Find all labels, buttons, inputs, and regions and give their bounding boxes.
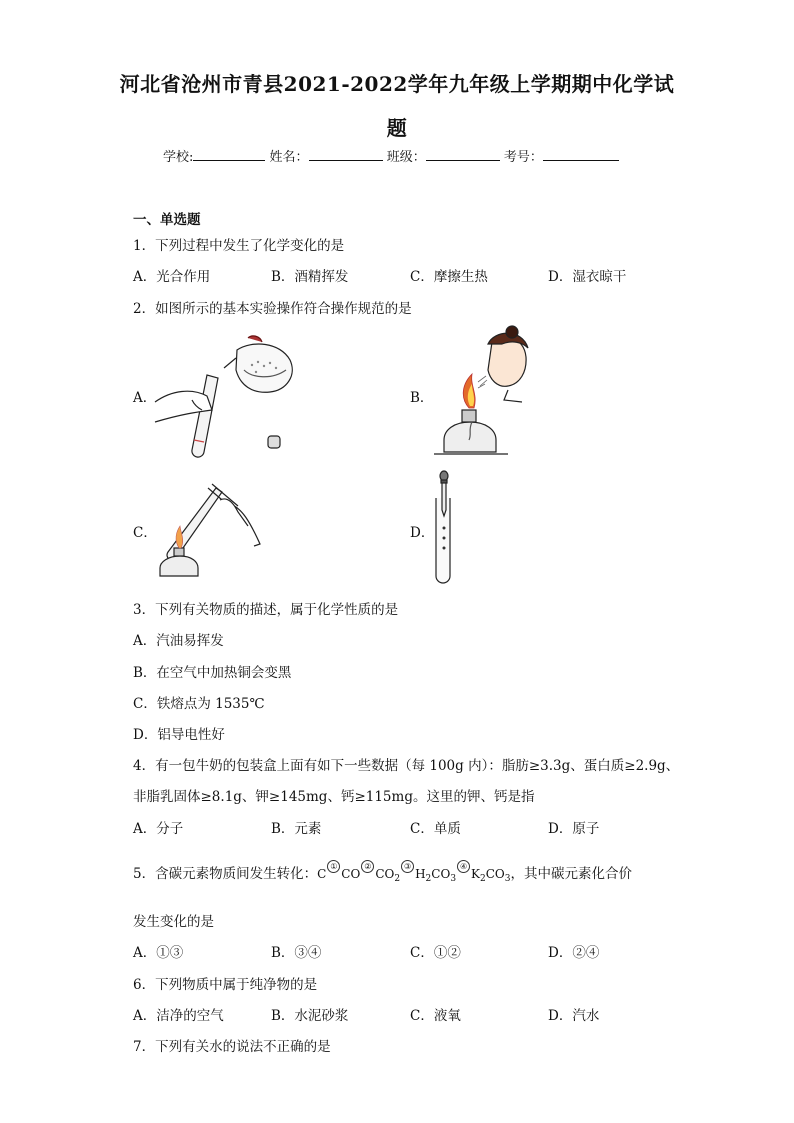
q4-option-d: D．原子 (548, 821, 600, 837)
name-label: 姓名： (269, 150, 309, 165)
q1-option-d: D．湿衣晾干 (548, 269, 627, 285)
q6-option-b: B．水泥砂浆 (271, 1008, 349, 1024)
q4-stem-line1: 4．有一包牛奶的包装盒上面有如下一些数据（每 100g 内）：脂肪≥3.3g、蛋白质≥2.9g、 (133, 758, 680, 774)
q4-option-c: C．单质 (410, 821, 461, 837)
q2-label-b: B． (410, 390, 434, 406)
page-title-line2: 题 (386, 116, 408, 140)
school-blank (193, 147, 265, 161)
q2-label-c: C． (133, 525, 157, 541)
q6-stem: 6．下列物质中属于纯净物的是 (133, 977, 318, 993)
class-blank (426, 147, 500, 161)
q1-option-c: C．摩擦生热 (410, 269, 488, 285)
q5-option-a: A．①③ (133, 945, 184, 961)
q4-stem-line2: 非脂乳固体≥8.1g、钾≥145mg、钙≥115mg。这里的钾、钙是指 (133, 789, 535, 805)
q5-option-d: D．②④ (548, 945, 600, 961)
q7-stem: 7．下列有关水的说法不正确的是 (133, 1039, 331, 1055)
step-mark-3: ③ (401, 860, 414, 873)
q5-stem-line1 (133, 862, 632, 882)
q4-option-b: B．元素 (271, 821, 322, 837)
class-label: 班级： (386, 150, 426, 165)
q5-prefix: 5．含碳元素物质间发生转化： (133, 866, 318, 882)
school-label: 学校: (163, 150, 194, 165)
dropper-test-tube-illustration (430, 470, 470, 584)
name-blank (309, 147, 383, 161)
q2-label-d: D． (410, 525, 435, 541)
q1-stem: 1．下列过程中发生了化学变化的是 (133, 238, 345, 254)
step-mark-1: ① (327, 860, 340, 873)
q3-option-c: C．铁熔点为 1535℃ (133, 696, 265, 712)
blowing-alcohol-lamp-illustration (432, 322, 532, 462)
q5-suffix: ，其中碳元素化合价 (510, 866, 633, 882)
page-title-line1: 河北省沧州市青县2021-2022学年九年级上学期期中化学试 (119, 72, 675, 96)
pouring-liquid-illustration (152, 330, 302, 458)
q3-stem: 3．下列有关物质的描述，属于化学性质的是 (133, 602, 399, 618)
q5-chain: $C①CO②CO_2③H_2CO_3④K_2CO_3$ (317, 862, 511, 884)
q5-option-b: B．③④ (271, 945, 322, 961)
q2-stem: 2．如图所示的基本实验操作符合操作规范的是 (133, 301, 412, 317)
q5-stem-line2: 发生变化的是 (133, 914, 214, 930)
step-mark-4: ④ (457, 860, 470, 873)
number-label: 考号： (503, 150, 543, 165)
q1-option-b: B．酒精挥发 (271, 269, 349, 285)
q6-option-c: C．液氧 (410, 1008, 461, 1024)
q4-option-a: A．分子 (133, 821, 184, 837)
q6-option-d: D．汽水 (548, 1008, 600, 1024)
q3-option-a: A．汽油易挥发 (133, 633, 224, 649)
heating-test-tube-illustration (150, 478, 266, 580)
q3-option-d: D．铝导电性好 (133, 727, 225, 743)
student-info-line (163, 146, 619, 165)
q2-label-a: A． (133, 390, 157, 406)
q1-option-a: A．光合作用 (133, 269, 211, 285)
number-blank (543, 147, 619, 161)
section-heading: 一、单选题 (133, 212, 201, 228)
q6-option-a: A．洁净的空气 (133, 1008, 224, 1024)
q5-option-c: C．①② (410, 945, 461, 961)
q3-option-b: B．在空气中加热铜会变黑 (133, 665, 292, 681)
step-mark-2: ② (361, 860, 374, 873)
